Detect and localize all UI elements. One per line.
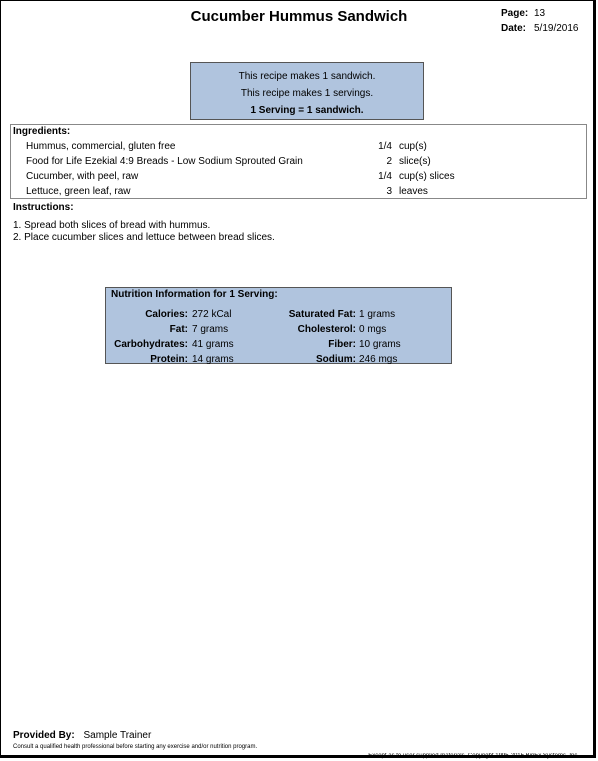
provided-by	[13, 730, 151, 741]
nutrition-box	[105, 287, 452, 364]
recipe-summary-box	[190, 62, 424, 120]
ingredient-unit: leaves	[399, 186, 428, 197]
summary-servings: This recipe makes 1 servings.	[240, 88, 374, 99]
ingredient-row	[11, 184, 586, 199]
nutrition-row	[106, 352, 451, 367]
nutrient-label: Fat:	[169, 324, 188, 335]
ingredient-name: Food for Life Ezekial 4:9 Breads - Low Sodium Sprouted Grain	[26, 156, 303, 167]
instruction-step: 2. Place cucumber slices and lettuce between bread slices.	[13, 232, 275, 243]
provided-by-value: Sample Trainer	[83, 730, 152, 741]
date-row	[501, 21, 579, 36]
nutrient-label: Cholesterol:	[297, 324, 356, 335]
ingredient-row	[11, 154, 586, 169]
date-value: 5/19/2016	[534, 23, 579, 34]
instructions-heading: Instructions:	[13, 202, 74, 213]
nutrition-grid	[106, 307, 451, 367]
nutrition-row	[106, 307, 451, 322]
ingredient-unit: cup(s) slices	[399, 171, 455, 182]
nutrient-value: 10 grams	[359, 339, 401, 350]
nutrient-label: Calories:	[145, 309, 188, 320]
ingredient-name: Cucumber, with peel, raw	[26, 171, 139, 182]
page-number: 13	[534, 8, 546, 19]
nutrient-label: Sodium:	[316, 354, 356, 365]
nutrition-row	[106, 337, 451, 352]
ingredient-qty: 3	[386, 186, 392, 197]
nutrient-value: 246 mgs	[359, 354, 398, 365]
ingredient-qty: 2	[386, 156, 392, 167]
nutrient-label: Saturated Fat:	[288, 309, 356, 320]
page-label: Page:	[501, 8, 529, 19]
provided-by-label: Provided By:	[13, 730, 75, 741]
copyright-notice: Except as to user supplied materials, Copyright 1995-2015 BinEx Systems, Inc.	[368, 753, 579, 759]
nutrient-value: 14 grams	[192, 354, 234, 365]
nutrient-value: 272 kCal	[192, 309, 232, 320]
ingredient-unit: cup(s)	[399, 141, 427, 152]
ingredient-row	[11, 139, 586, 154]
ingredients-heading: Ingredients:	[13, 126, 71, 137]
nutrient-label: Protein:	[150, 354, 188, 365]
instructions-list	[13, 220, 275, 244]
ingredients-box	[10, 124, 587, 199]
summary-yield: This recipe makes 1 sandwich.	[238, 71, 376, 82]
nutrient-label: Carbohydrates:	[114, 339, 188, 350]
date-label: Date:	[501, 23, 527, 34]
nutrient-value: 1 grams	[359, 309, 396, 320]
nutrient-value: 41 grams	[192, 339, 234, 350]
page-meta	[501, 6, 579, 36]
summary-serving-size: 1 Serving = 1 sandwich.	[250, 105, 364, 116]
nutrient-value: 0 mgs	[359, 324, 387, 335]
ingredient-qty: 1/4	[378, 171, 392, 182]
nutrient-value: 7 grams	[192, 324, 229, 335]
ingredient-row	[11, 169, 586, 184]
page-number-row	[501, 6, 579, 21]
ingredient-unit: slice(s)	[399, 156, 431, 167]
ingredient-name: Hummus, commercial, gluten free	[26, 141, 176, 152]
consult-disclaimer: Consult a qualified health professional before starting any exercise and/or nutrition program.	[13, 744, 258, 750]
ingredient-qty: 1/4	[378, 141, 392, 152]
ingredient-name: Lettuce, green leaf, raw	[26, 186, 131, 197]
nutrient-label: Fiber:	[328, 339, 356, 350]
recipe-title: Cucumber Hummus Sandwich	[190, 8, 408, 25]
instruction-step: 1. Spread both slices of bread with hummus.	[13, 220, 211, 231]
nutrition-row	[106, 322, 451, 337]
nutrition-heading: Nutrition Information for 1 Serving:	[111, 289, 278, 300]
